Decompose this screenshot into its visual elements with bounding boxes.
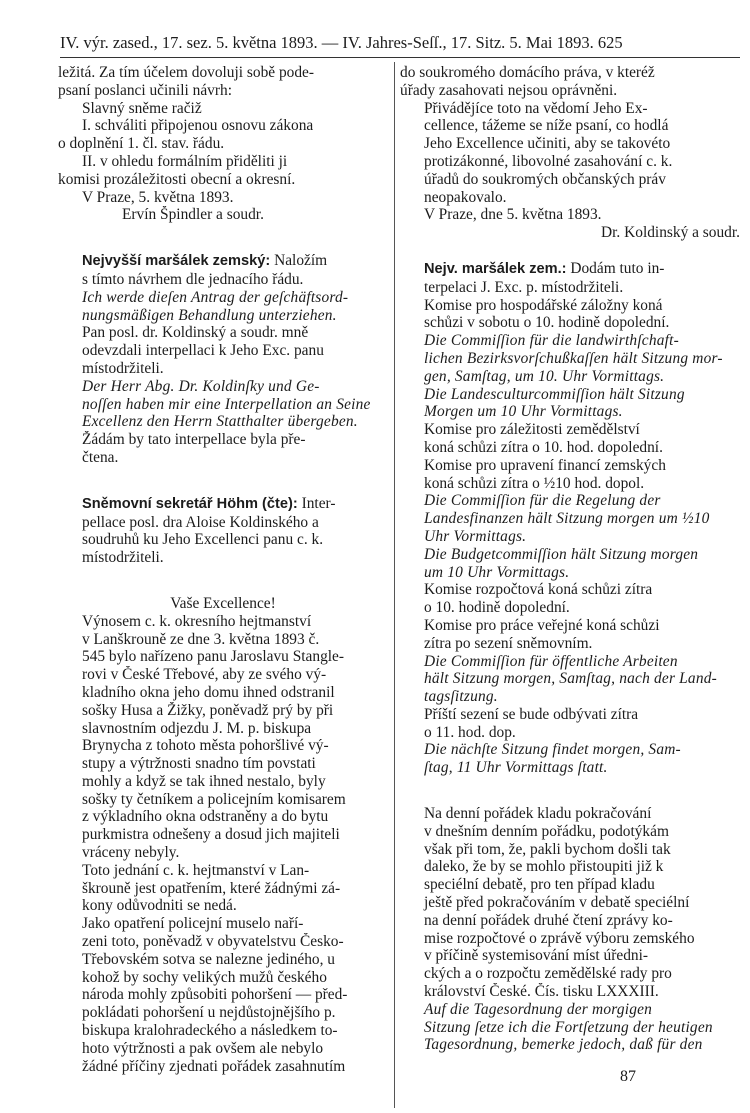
announcement-czech: Komise pro práce veřejné koná schůzi zítra po sezení sněmovním. (424, 616, 660, 652)
request-paragraph: Žádám by tato interpellace byla pře- čtena. (82, 431, 306, 466)
body-paragraph-2: Toto jednání c. k. hejtmanství v Lan- škrouně jest opatřením, které žádnými zá- kony odůvodniti se nedá. (82, 861, 341, 915)
date-line: V Praze, 5. května 1893. (82, 188, 234, 206)
header-rule (60, 57, 740, 58)
column-divider (394, 62, 395, 1108)
announcement-czech: Komise rozpočtová koná schůzi zítra o 10. hodině dopolední. (424, 581, 653, 617)
body-paragraph-1: Výnosem c. k. okresního hejtmanství v Lanškrouně ze dne 3. května 1893 č. 545 bylo nařízeno panu Jaroslavu Stangle- rovi v České Třebové, aby ze svého vý- kladního okna jeho domu ihned odstranil sošky Husa a Žižky, poněvadž prý by při slavnostním odjezdu J. M. p. biskupa Brynycha z tohoto města pohoršlivé vý- stupy a výtržnosti snadno tím povstati mohly a když se tak ihned nestalo, byly sošky ty četníkem a policejním komisarem z výkladního okna odstraněny a do bytu purkmistra odnešeny a dosud jich majiteli vráceny nebyly. (82, 612, 346, 862)
german-paragraph: Der Herr Abg. Dr. Koldinſky und Ge- noſſen haben mir eine Interpellation an Seine Excellenz den Herrn Statthalter übergeben. (82, 377, 371, 431)
announcement-czech: Komise pro záležitosti zemědělství koná schůzi zítra o 10. hod. dopolední. (424, 421, 663, 456)
proposal-item-1: I. schváliti připojenou osnovu zákona o doplnění 1. čl. stav. řádu. (58, 117, 314, 153)
german-statement: Ich werde dieſen Antrag der geſchäftsord- nungsmäßigen Behandlung unterziehen. (82, 288, 349, 324)
request-paragraph: Přivádějíce toto na vědomí Jeho Ex- cellence, tážeme se níže psaní, co hodlá Jeho Excellence učiniti, aby se takovéto protizákonné, libovolné zasahování c. k. úřadů do soukromých občanských práv neopakovalo. (424, 99, 673, 206)
right-column (400, 64, 740, 1054)
announcement-german: Die Commiſſion für öffentliche Arbeiten hält Sitzung morgen, Samſtag, nach der Land- tagsſitzung. (424, 652, 717, 706)
salutation: Vaše Excellence! (170, 594, 276, 612)
page-number: 87 (620, 1068, 636, 1085)
announcement-czech: Komise pro hospodářské záložny koná schůzi v sobotu o 10. hodině dopolední. (424, 296, 670, 332)
speaker-name: Nejv. maršálek zem.: (424, 260, 567, 277)
koldinsky-paragraph: Pan posl. dr. Koldinský a soudr. mně odevzdali interpellaci k Jeho Exc. panu místodržiteli. (82, 324, 324, 377)
running-header: IV. výr. zased., 17. sez. 5. května 1893. — IV. Jahres-Seſſ., 17. Sitz. 5. Mai 1893. 625 (60, 33, 623, 52)
marshal-statement: Nejvyšší maršálek zemský: Naložím s tímto návrhem dle jednacího řádu. (82, 252, 328, 288)
announcement-german: Die Budgetcommiſſion hält Sitzung morgen um 10 Uhr Vormittags. (424, 545, 699, 581)
date-line: V Praze, dne 5. května 1893. (424, 206, 602, 224)
marshal-statement: Nejv. maršálek zem.: Dodám tuto in- terpelaci J. Exc. p. místodržiteli. (424, 259, 665, 296)
announcement-german: Die Commiſſion für die landwirthſchaft- lichen Bezirksvorſchußkaſſen hält Sitzung mor- gen, Samſtag, um 10. Uhr Vormittags. (424, 332, 723, 385)
left-column (58, 64, 388, 1075)
announcement-german: Die Landesculturcommiſſion hält Sitzung Morgen um 10 Uhr Vormittags. (424, 385, 685, 421)
proposal-item-2: II. v ohledu formálním přiděliti ji komisi prozáležitosti obecní a okresní. (58, 152, 296, 188)
body-paragraph-3: Jako opatření policejní muselo naří- zeni toto, poněvadž v obyvatelstvu Česko- Třebovském sotva se nalezne jediného, u kohož by sochy velikých mužů českého národa mohly způsobiti pohoršení — před- pokládati pohoršení u nejdůstojnějšího p. biskupa kralohradeckého a následkem to- hoto výtržnosti a pak ovšem ale nebylo žádné příčiny zjednati pořádek zasahnutím (82, 915, 348, 1075)
agenda-paragraph-german: Auf die Tagesordnung der morgigen Sitzung ſetze ich die Fortſetzung der heutigen Tagesordnung, bemerke jedoch, daß für den (424, 1000, 713, 1054)
agenda-paragraph: Na denní pořádek kladu pokračování v dnešním denním pořádku, podotýkám však při tom, že, pakli bychom došli tak daleko, že by se mohlo přistoupiti již k speciélní debatě, pro ten případ kladu ještě před pokračováním v debatě speciélní na denní pořádek druhé čtení zprávy ko- mise rozpočtové o zprávě výboru zemského v příčině systemisování míst úředni- ckých a o rozpočtu zemědělské rady pro království České. Čís. tisku LXXXIII. (424, 805, 695, 1001)
speaker-name: Sněmovní sekretář Höhm (čte): (82, 495, 298, 512)
announcement-german: Die nächſte Sitzung findet morgen, Sam- ſtag, 11 Uhr Vormittags ſtatt. (424, 741, 681, 777)
intro-paragraph: ležitá. Za tím účelem dovoluji sobě pode- psaní poslanci učinili návrh: (58, 64, 315, 99)
continuation-paragraph: do soukromého domácího práva, v kteréž úřady zasahovati nejsou oprávněni. (400, 64, 655, 99)
signature-line: Ervín Špindler a soudr. (122, 206, 264, 224)
secretary-statement: Sněmovní sekretář Höhm (čte): Inter- pellace posl. dra Aloise Koldinského a soudruhů ku Jeho Excellenci panu c. k. místodržiteli. (82, 494, 336, 567)
speaker-name: Nejvyšší maršálek zemský: (82, 253, 271, 270)
announcement-czech: Příští sezení se bude odbývati zítra o 11. hod. dop. (424, 705, 639, 741)
signature-line: Dr. Koldinský a soudr. (601, 224, 740, 242)
announcement-czech: Komise pro upravení financí zemských koná schůzi zítra o ½10 hod. dopol. (424, 456, 666, 492)
announcement-german: Die Commiſſion für die Regelung der Landesfinanzen hält Sitzung morgen um ½10 Uhr Vormittags. (424, 492, 710, 545)
address-line: Slavný sněme račiž (82, 99, 202, 117)
